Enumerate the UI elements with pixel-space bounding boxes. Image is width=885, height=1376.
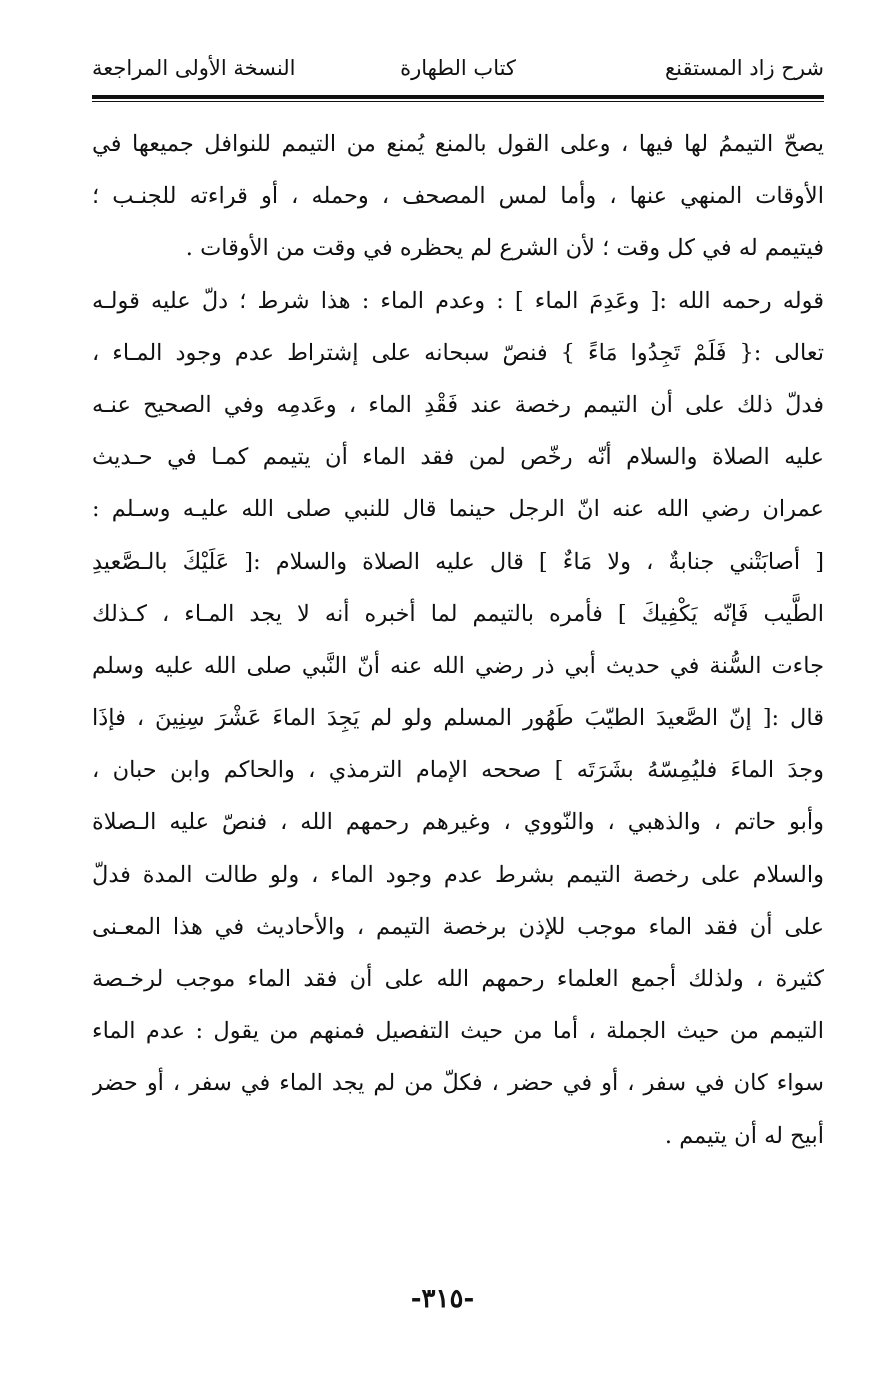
page-number: -٣١٥-	[410, 1284, 475, 1314]
text-line: سواء كان في سفر ، أو في حضر ، فكلّ من لم يجد الماء في سفر ، أو حضر	[92, 1070, 824, 1097]
header-edition-note: النسخة الأولى المراجعة	[92, 56, 296, 80]
text-line: وجدَ الماءَ فليُمِسّهُ بشَرَتَه ] صححه الإمام الترمذي ، والحاكم وابن حبان ،	[92, 757, 824, 784]
text-line: يصحّ التيممُ لها فيها ، وعلى القول بالمنع يُمنع من التيمم للنوافل جميعها في	[92, 131, 824, 157]
text-line: الأوقات المنهي عنها ، وأما لمس المصحف ، وحمله ، أو قراءته للجنـب ؛	[92, 183, 824, 210]
header-chapter-title: كتاب الطهارة	[400, 56, 516, 80]
header-book-title: شرح زاد المستقنع	[665, 56, 824, 80]
text-line: أبيح له أن يتيمم .	[664, 1122, 824, 1149]
header-rule-thick	[92, 95, 824, 99]
text-line: الطَّيب فَإنّه يَكْفِيكَ ] فأمره بالتيمم لما أخبره أنه لا يجد المـاء ، كـذلك	[92, 600, 824, 627]
text-line: [ أصابَتْني جنابةٌ ، ولا مَاءٌ ] قال عليه الصلاة والسلام :[ عَلَيْكَ بالـصَّعيدِ	[92, 548, 824, 575]
text-line: فدلّ ذلك على أن التيمم رخصة عند فَقْدِ الماء ، وعَدمِه وفي الصحيح عنـه	[92, 391, 824, 418]
text-line: قال :[ إنّ الصَّعيدَ الطيّبَ طَهُور المسلم ولو لم يَجِدَ الماءَ عَشْرَ سِنِينَ ، فإذَا	[92, 705, 824, 732]
text-line: وأبو حاتم ، والذهبي ، والنّووي ، وغيرهم رحمهم الله ، فنصّ عليه الـصلاة	[92, 809, 824, 836]
text-line: التيمم من حيث الجملة ، أما من حيث التفصيل فمنهم من يقول : عدم الماء	[92, 1018, 824, 1045]
text-line: عليه الصلاة والسلام أنّه رخّص لمن فقد الماء أن يتيمم كمـا في حـديث	[92, 444, 824, 471]
text-line: والسلام على رخصة التيمم بشرط عدم وجود الماء ، ولو طالت المدة فدلّ	[92, 861, 824, 888]
body-text	[92, 118, 824, 1162]
text-line: على أن فقد الماء موجب للإذن برخصة التيمم ، والأحاديث في هذا المعـنى	[92, 913, 824, 940]
text-line: عمران رضي الله عنه انّ الرجل حينما قال للنبي صلى الله عليـه وسـلم :	[92, 496, 824, 523]
header-rule-thin	[92, 101, 824, 102]
text-line: كثيرة ، ولذلك أجمع العلماء رحمهم الله على أن فقد الماء موجب لرخـصة	[92, 966, 824, 992]
text-line: فيتيمم له في كل وقت ؛ لأن الشرع لم يحظره في وقت من الأوقات .	[185, 235, 824, 262]
text-line: قوله رحمه الله :[ وعَدِمَ الماء ] : وعدم الماء : هذا شرط ؛ دلّ عليه قولـه	[92, 287, 824, 314]
text-line: تعالى :{ فَلَمْ تَجِدُوا مَاءً } فنصّ سبحانه على إشتراط عدم وجود المـاء ،	[92, 339, 824, 366]
text-line: جاءت السُّنة في حديث أبي ذر رضي الله عنه أنّ النَّبي صلى الله عليه وسلم	[92, 652, 824, 679]
running-header	[92, 56, 824, 92]
